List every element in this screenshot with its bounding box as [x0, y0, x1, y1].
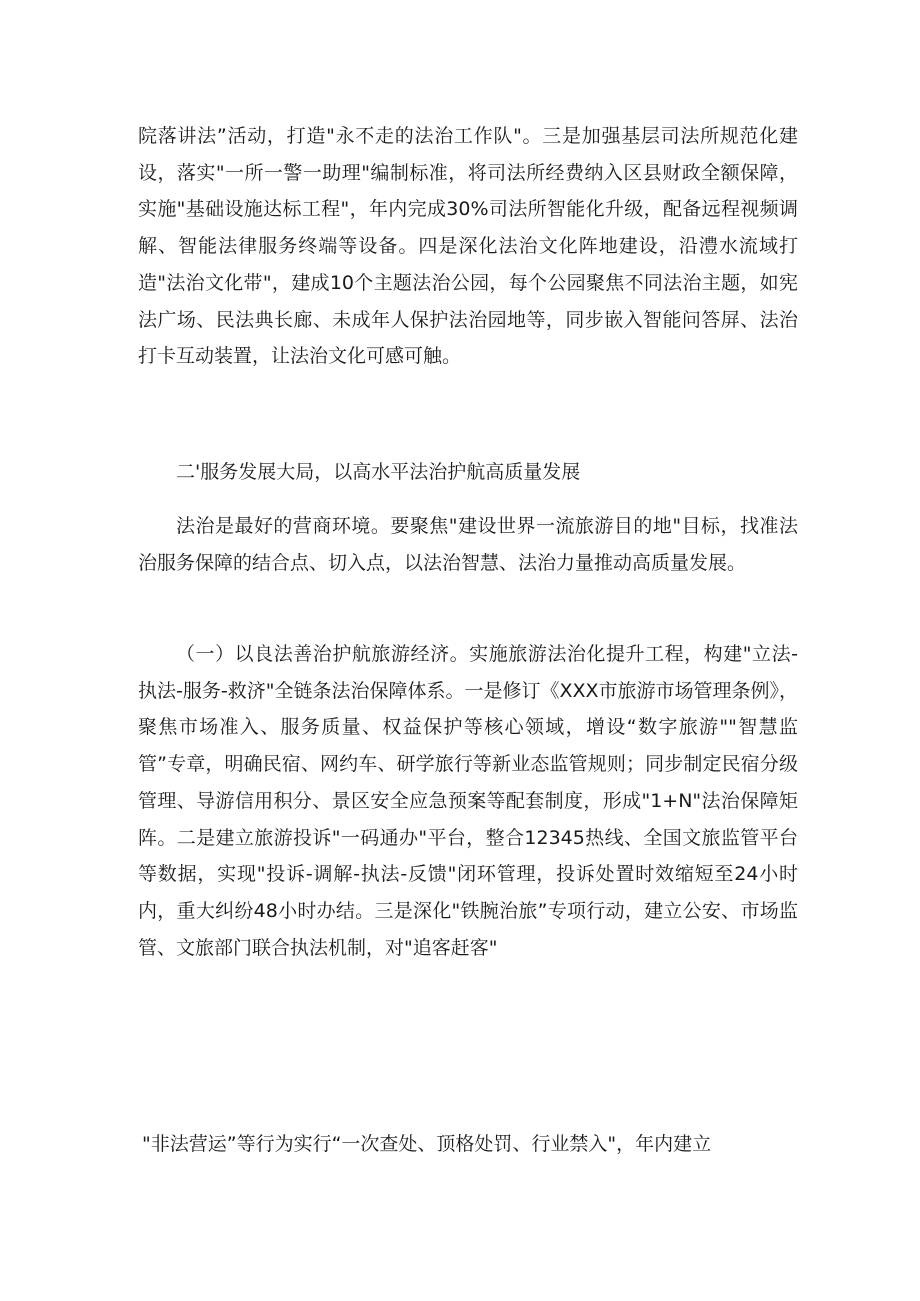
intro-paragraph: 法治是最好的营商环境。要聚焦"建设世界一流旅游目的地"目标，找准法治服务保障的结合点、切入点，以法治智慧、法治力量推动高质量发展。: [138, 515, 798, 574]
section-heading: 二'服务发展大局，以高水平法治护航高质量发展: [176, 461, 581, 483]
paragraph-continuation: 院落讲法”活动，打造"永不走的法治工作队"。三是加强基层司法所规范化建设，落实"一所一警一助理"编制标准，将司法所经费纳入区县财政全额保障，实施"基础设施达标工程"，年内完成30%司法所智能化升级，配备远程视频调解、智能法律服务终端等设备。四是深化法治文化阵地建设，沿澧水流域打造"法治文化带"，建成10个主题法治公园，每个公园聚焦不同法治主题，如宪法广场、民法典长廊、未成年人保护法治园地等，同步嵌入智能问答屏、法治打卡互动装置，让法治文化可感可触。: [138, 125, 798, 368]
subsection-paragraph: （一）以良法善治护航旅游经济。实施旅游法治化提升工程，构建"立法-执法-服务-救济"全链条法治保障体系。一是修订《XXX市旅游市场管理条例》，聚焦市场准入、服务质量、权益保护等核心领域，增设“数字旅游""智慧监管”专章，明确民宿、网约车、研学旅行等新业态监管规则；同步制定民宿分级管理、导游信用积分、景区安全应急预案等配套制度，形成"1+N"法治保障矩阵。二是建立旅游投诉"一码通办"平台，整合12345热线、全国文旅监管平台等数据，实现"投诉-调解-执法-反馈"闭环管理，投诉处置时效缩短至24小时内，重大纠纷48小时办结。三是深化"铁腕治旅”专项行动，建立公安、市场监管、文旅部门联合执法机制，对"追客赶客": [138, 643, 799, 959]
trailing-line: "非法营运”等行为实行“一次查处、顶格处罚、行业禁入"，年内建立: [142, 1133, 712, 1155]
